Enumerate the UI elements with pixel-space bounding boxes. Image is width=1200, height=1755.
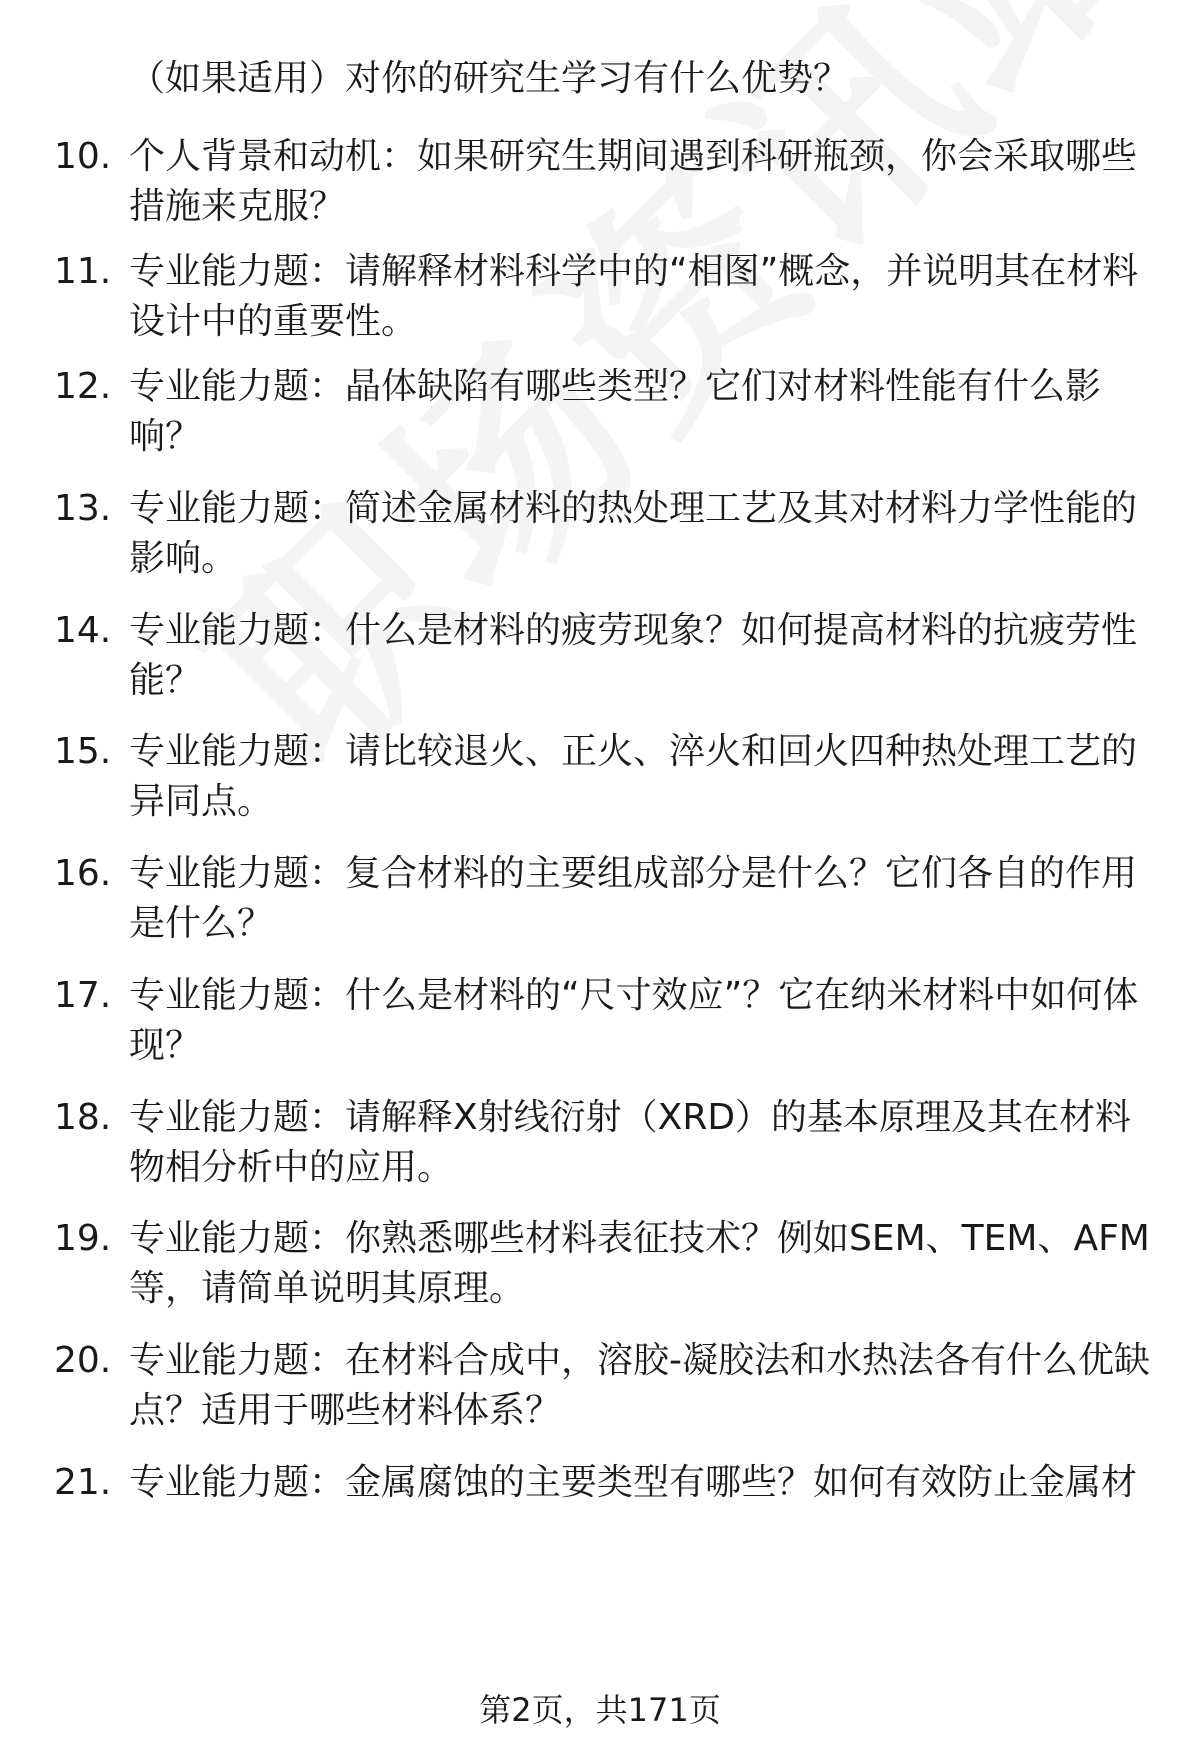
- question-number: 17.: [54, 975, 112, 1016]
- question-text: 专业能力题：复合材料的主要组成部分是什么？它们各自的作用是什么？: [129, 853, 1138, 944]
- page-footer: 第2页，共171页: [479, 1691, 721, 1729]
- question-text: 专业能力题：请解释X射线衍射（XRD）的基本原理及其在材料物相分析中的应用。: [129, 1097, 1132, 1188]
- question-number: 16.: [54, 853, 112, 894]
- question-continuation: （如果适用）对你的研究生学习有什么优势？: [129, 58, 850, 99]
- question-text: 专业能力题：简述金属材料的热处理工艺及其对材料力学性能的影响。: [129, 488, 1138, 579]
- question-text: 专业能力题：你熟悉哪些材料表征技术？例如SEM、TEM、AFM等，请简单说明其原理。: [129, 1218, 1150, 1309]
- question-number: 21.: [54, 1462, 112, 1503]
- question-text: 专业能力题：什么是材料的疲劳现象？如何提高材料的抗疲劳性能？: [129, 610, 1138, 701]
- question-number: 14.: [54, 610, 112, 651]
- question-text: 专业能力题：金属腐蚀的主要类型有哪些？如何有效防止金属材: [129, 1462, 1138, 1503]
- question-text: 专业能力题：请比较退火、正火、淬火和回火四种热处理工艺的异同点。: [129, 731, 1138, 822]
- question-number: 20.: [54, 1340, 112, 1381]
- question-text: 专业能力题：晶体缺陷有哪些类型？它们对材料性能有什么影响？: [129, 366, 1102, 457]
- question-number: 10.: [54, 136, 112, 177]
- question-text: 专业能力题：什么是材料的“尺寸效应”？它在纳米材料中如何体现？: [129, 975, 1139, 1066]
- question-text: 专业能力题：请解释材料科学中的“相图”概念，并说明其在材料设计中的重要性。: [129, 251, 1139, 342]
- question-text: 个人背景和动机：如果研究生期间遇到科研瓶颈，你会采取哪些措施来克服？: [129, 136, 1138, 227]
- question-text: 专业能力题：在材料合成中，溶胶-凝胶法和水热法各有什么优缺点？适用于哪些材料体系？: [129, 1340, 1150, 1431]
- question-number: 11.: [54, 251, 112, 292]
- question-number: 18.: [54, 1097, 112, 1138]
- question-number: 12.: [54, 366, 112, 407]
- question-number: 15.: [54, 731, 112, 772]
- question-number: 19.: [54, 1218, 112, 1259]
- question-number: 13.: [54, 488, 112, 529]
